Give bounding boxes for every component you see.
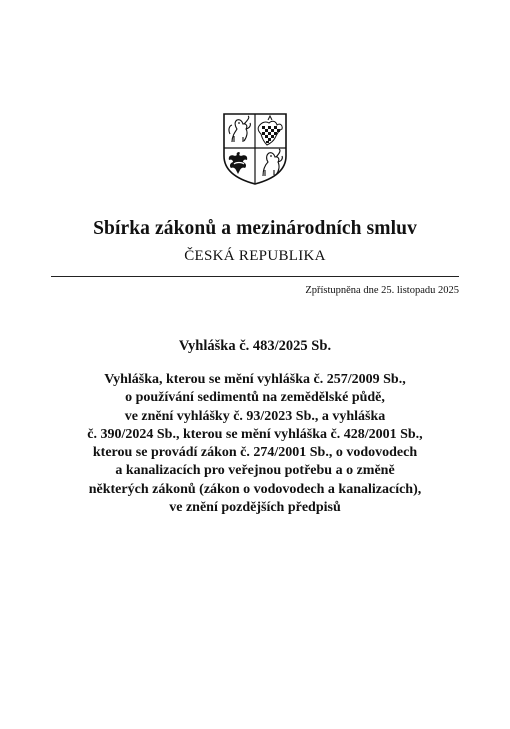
publication-date: Zpřístupněna dne 25. listopadu 2025 — [305, 285, 459, 296]
decree-number: Vyhláška č. 483/2025 Sb. — [178, 338, 332, 354]
decree-title-line: a kanalizacích pro veřejnou potřebu a o změně — [115, 463, 395, 479]
header-divider — [51, 276, 459, 277]
decree-title-line: některých zákonů (zákon o vodovodech a kanalizacích), — [88, 481, 422, 497]
decree-title-line: Vyhláška, kterou se mění vyhláška č. 257/2009 Sb., — [104, 372, 406, 387]
decree-title-line: č. 390/2024 Sb., kterou se mění vyhláška č. 428/2001 Sb., — [87, 426, 423, 442]
decree-title — [70, 371, 440, 517]
decree-title-line: ve znění pozdějších předpisů — [169, 500, 341, 516]
czech-coat-of-arms-icon — [222, 112, 288, 186]
collection-title: Sbírka zákonů a mezinárodních smluv — [93, 218, 417, 239]
decree-title-line: o používání sedimentů na zemědělské půdě, — [125, 390, 385, 406]
decree-title-line: kterou se provádí zákon č. 274/2001 Sb., o vodovodech — [92, 445, 418, 461]
decree-title-line: ve znění vyhlášky č. 93/2023 Sb., a vyhláška — [124, 408, 386, 424]
country-name: ČESKÁ REPUBLIKA — [184, 248, 326, 264]
